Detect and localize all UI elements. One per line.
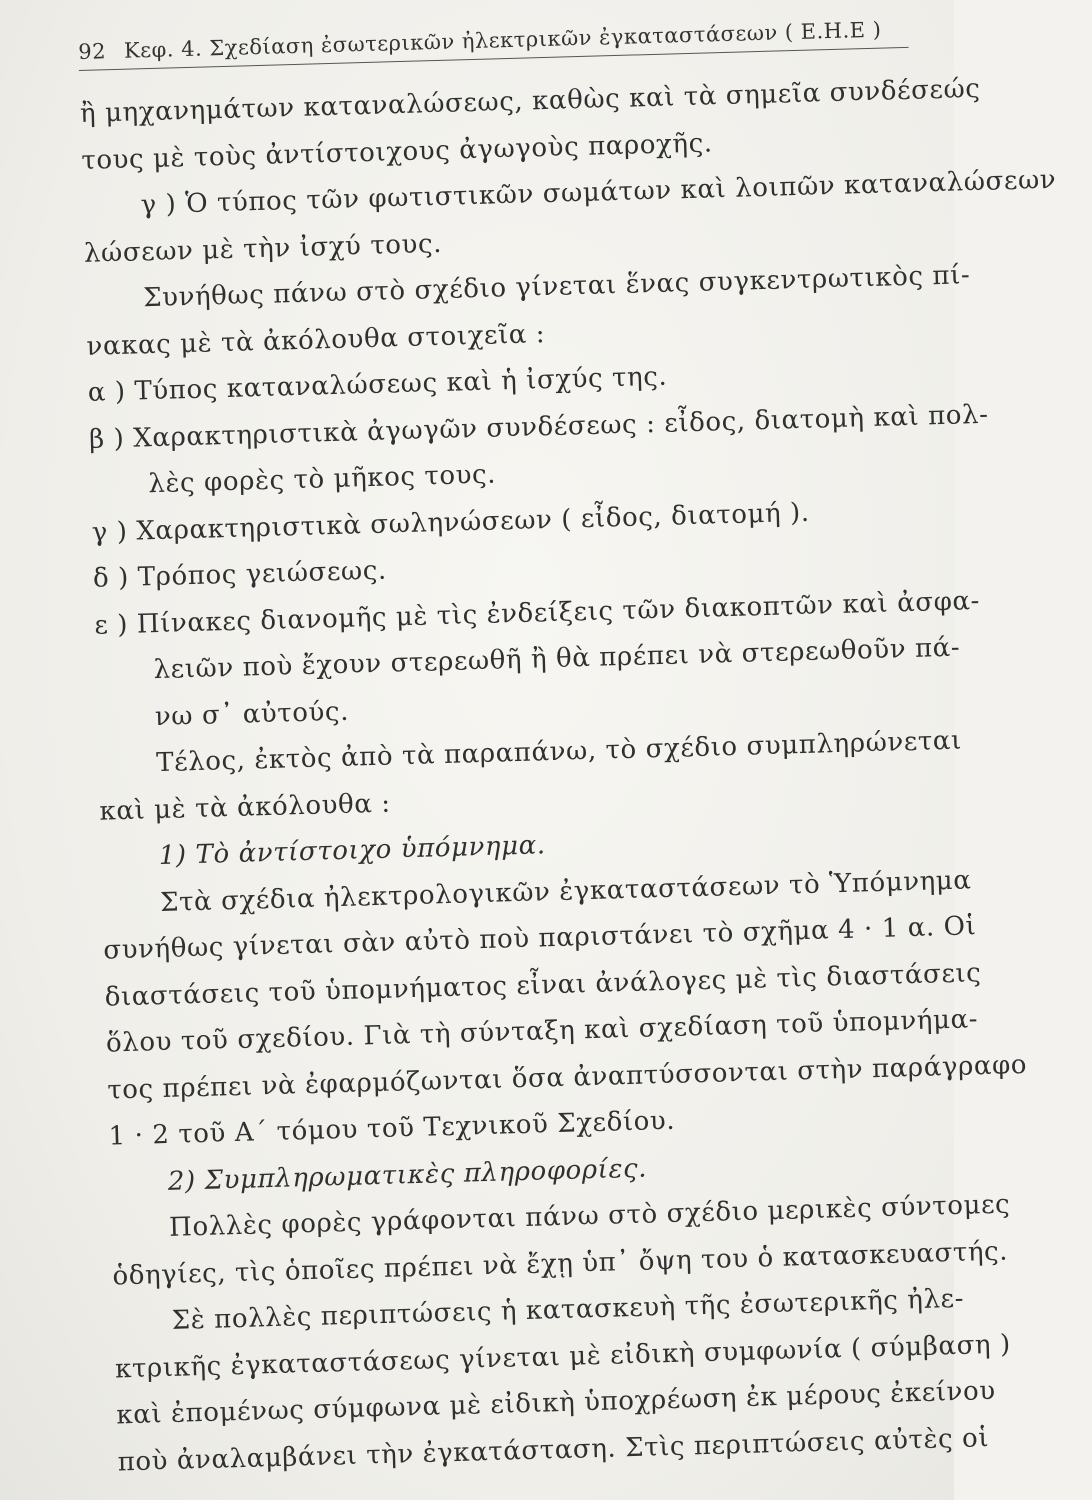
section-heading: 2) Συμπληρωματικὲς πληροφορίες. — [167, 1153, 648, 1197]
text-line: Συνήθως πάνω στὸ σχέδιο γίνεται ἕνας συγκεντρωτικὸς πί- — [142, 260, 971, 314]
list-item: ε ) Πίνακες διανομῆς μὲ τὶς ἐνδείξεις τῶν διακοπτῶν καὶ ἀσφα- — [93, 585, 981, 641]
list-item: δ ) Τρόπος γειώσεως. — [92, 555, 388, 594]
text-line: Τέλος, ἐκτὸς ἀπὸ τὰ παραπάνω, τὸ σχέδιο συμπληρώνεται — [155, 725, 963, 779]
text-line: τος πρέπει νὰ ἐφαρμόζωνται ὅσα ἀναπτύσσονται στὴν παράγραφο — [106, 1049, 1028, 1106]
body-text — [79, 67, 1057, 1485]
list-item-continuation: λειῶν ποὺ ἔχουν στερεωθῆ ἢ θὰ πρέπει νὰ στερεωθοῦν πά- — [153, 632, 961, 686]
list-item-continuation: λὲς φορὲς τὸ μῆκος τους. — [148, 459, 497, 500]
text-line: ὁδηγίες, τὶς ὁποῖες πρέπει νὰ ἔχῃ ὑπ᾽ ὄψη του ὁ κατασκευαστής. — [112, 1236, 1009, 1292]
text-line: Στὰ σχέδια ἠλεκτρολογικῶν ἐγκαταστάσεων τὸ Ὑπόμνημα — [159, 864, 972, 918]
running-title: Κεφ. 4. Σχεδίαση ἐσωτερικῶν ἠλεκτρικῶν ἐγκαταστάσεων ( Ε.Η.Ε ) — [123, 17, 882, 63]
text-line: γ ) Ὁ τύπος τῶν φωτιστικῶν σωμάτων καὶ λοιπῶν καταναλώσεων — [140, 164, 1057, 221]
section-heading: 1) Τὸ ἀντίστοιχο ὑπόμνημα. — [158, 830, 547, 872]
text-line: καὶ μὲ τὰ ἀκόλουθα : — [99, 788, 392, 827]
list-item: γ ) Χαρακτηριστικὰ σωληνώσεων ( εἶδος, διατομή ). — [91, 497, 811, 548]
text-line: συνήθως γίνεται σὰν αὐτὸ ποὺ παριστάνει τὸ σχῆμα 4 · 1 α. Οἱ — [103, 911, 977, 966]
text-line: τους μὲ τοὺς ἀντίστοιχους ἀγωγοὺς παροχῆς. — [80, 127, 714, 176]
text-line: ποὺ ἀναλαμβάνει τὴν ἐγκατάσταση. Στὶς περιπτώσεις αὐτὲς οἱ — [117, 1422, 990, 1477]
list-item-continuation: νω σ᾽ αὐτούς. — [154, 696, 350, 732]
text-line: Σὲ πολλὲς περιπτώσεις ἡ κατασκευὴ τῆς ἐσωτερικῆς ἠλε- — [171, 1283, 965, 1336]
page-content — [78, 16, 1057, 1485]
text-line: λώσεων μὲ τὴν ἰσχύ τους. — [83, 228, 443, 269]
running-header — [78, 17, 909, 71]
page-number: 92 — [78, 39, 107, 64]
list-item: α ) Τύπος καταναλώσεως καὶ ἡ ἰσχύς της. — [87, 361, 668, 408]
text-line: ὅλου τοῦ σχεδίου. Γιὰ τὴ σύνταξη καὶ σχεδίαση τοῦ ὑπομνήμα- — [105, 1004, 979, 1059]
text-line: καὶ ἐπομένως σύμφωνα μὲ εἰδικὴ ὑποχρέωση ἐκ μέρους ἐκείνου — [116, 1375, 997, 1431]
list-item: β ) Χαρακτηριστικὰ ἀγωγῶν συνδέσεως : εἶδος, διατομὴ καὶ πολ- — [88, 399, 989, 455]
text-line: διαστάσεις τοῦ ὑπομνήματος εἶναι ἀνάλογες μὲ τὶς διαστάσεις — [104, 957, 982, 1013]
text-line: Πολλὲς φορὲς γράφονται πάνω στὸ σχέδιο μερικὲς σύντομες — [168, 1189, 1011, 1243]
text-line: 1 · 2 τοῦ Α΄ τόμου τοῦ Τεχνικοῦ Σχεδίου. — [108, 1105, 676, 1152]
text-line: κτρικῆς ἐγκαταστάσεως γίνεται μὲ εἰδικὴ συμφωνία ( σύμβαση ) — [114, 1328, 1012, 1384]
text-line: νακας μὲ τὰ ἀκόλουθα στοιχεῖα : — [86, 318, 546, 362]
text-line: ἢ μηχανημάτων καταναλώσεως, καθὼς καὶ τὰ σημεῖα συνδέσεώς — [79, 73, 981, 129]
